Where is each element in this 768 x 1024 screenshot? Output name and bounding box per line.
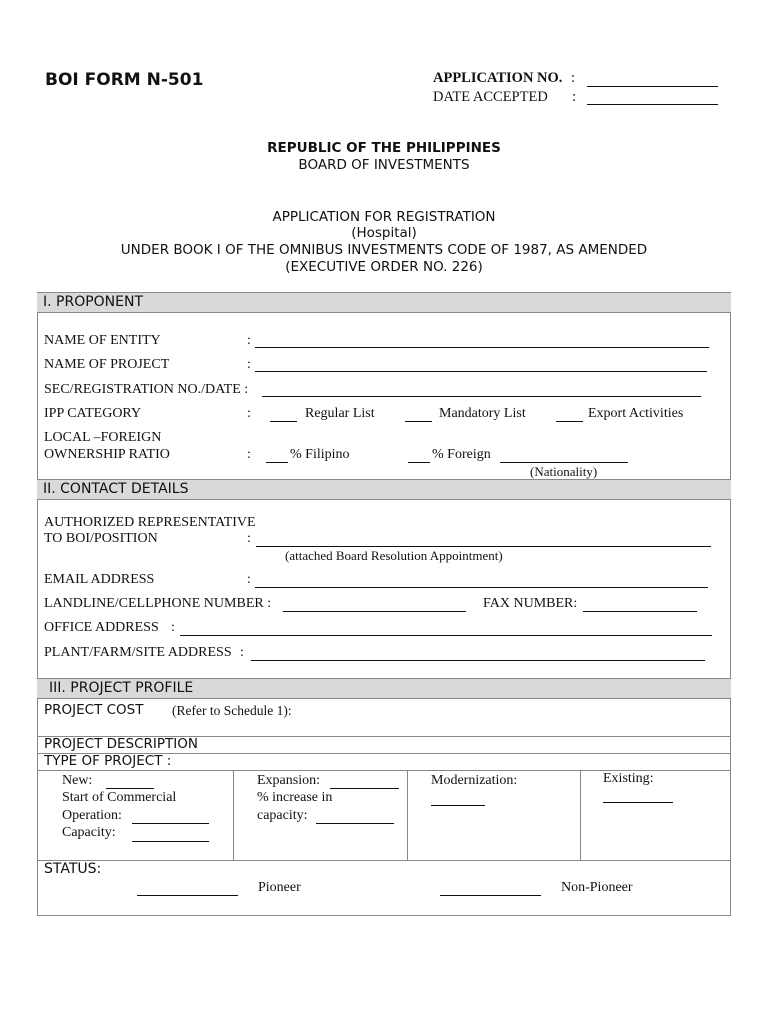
pct-filipino-label: % Filipino xyxy=(290,447,350,462)
fax-field[interactable] xyxy=(583,600,697,612)
regular-list-checkbox[interactable] xyxy=(270,410,297,422)
pioneer-label: Pioneer xyxy=(258,880,301,895)
authorized-rep-label: AUTHORIZED REPRESENTATIVE xyxy=(44,515,256,530)
ownership-ratio-label: OWNERSHIP RATIO xyxy=(44,447,170,462)
colon: : xyxy=(171,620,175,635)
operation-label: Operation: xyxy=(62,808,122,823)
colon: : xyxy=(247,531,251,546)
operation-field[interactable] xyxy=(132,812,209,824)
office-address-label: OFFICE ADDRESS xyxy=(44,620,159,635)
plant-address-field[interactable] xyxy=(251,649,705,661)
section-contact-heading: II. CONTACT DETAILS xyxy=(37,479,731,500)
nationality-field[interactable] xyxy=(500,451,628,463)
sec-registration-label: SEC/REGISTRATION NO./DATE : xyxy=(44,382,249,397)
application-title: APPLICATION FOR REGISTRATION xyxy=(272,209,496,225)
ipp-category-label: IPP CATEGORY xyxy=(44,406,142,421)
date-accepted-label: DATE ACCEPTED xyxy=(433,89,548,105)
refer-schedule-note: (Refer to Schedule 1): xyxy=(172,703,292,718)
local-foreign-label: LOCAL –FOREIGN xyxy=(44,430,162,445)
column-divider xyxy=(580,770,581,860)
capacity-lc-label: capacity: xyxy=(257,808,308,823)
colon: : xyxy=(240,645,244,660)
pct-foreign-field[interactable] xyxy=(408,451,430,463)
non-pioneer-label: Non-Pioneer xyxy=(561,880,633,895)
colon: : xyxy=(247,357,251,372)
colon: : xyxy=(247,333,251,348)
status-label: STATUS: xyxy=(44,861,102,877)
sec-registration-field[interactable] xyxy=(262,385,701,397)
hospital-subtitle: (Hospital) xyxy=(351,225,417,241)
start-of-commercial-label: Start of Commercial xyxy=(62,790,177,805)
modernization-field[interactable] xyxy=(431,794,485,806)
type-of-project-label: TYPE OF PROJECT : xyxy=(44,753,172,769)
name-of-entity-field[interactable] xyxy=(255,336,709,348)
mandatory-list-checkbox[interactable] xyxy=(405,410,432,422)
column-divider xyxy=(233,770,234,860)
section-profile-heading: III. PROJECT PROFILE xyxy=(37,678,731,699)
landline-field[interactable] xyxy=(283,600,466,612)
attached-board-note: (attached Board Resolution Appointment) xyxy=(285,548,503,563)
expansion-field[interactable] xyxy=(330,777,399,789)
pct-increase-field[interactable] xyxy=(316,812,394,824)
name-of-project-field[interactable] xyxy=(255,360,707,372)
divider xyxy=(37,860,731,861)
project-cost-label: PROJECT COST xyxy=(44,702,144,718)
email-field[interactable] xyxy=(255,576,708,588)
office-address-field[interactable] xyxy=(180,624,712,636)
email-label: EMAIL ADDRESS xyxy=(44,572,155,587)
new-label: New: xyxy=(62,773,93,788)
capacity-label: Capacity: xyxy=(62,825,116,840)
expansion-label: Expansion: xyxy=(257,773,320,788)
republic-title: REPUBLIC OF THE PHILIPPINES xyxy=(267,140,501,156)
existing-label: Existing: xyxy=(603,771,654,786)
capacity-field[interactable] xyxy=(132,830,209,842)
fax-label: FAX NUMBER: xyxy=(483,596,578,611)
colon: : xyxy=(247,447,251,462)
board-title: BOARD OF INVESTMENTS xyxy=(298,157,470,173)
existing-field[interactable] xyxy=(603,791,673,803)
pct-filipino-field[interactable] xyxy=(266,451,288,463)
name-of-project-label: NAME OF PROJECT xyxy=(44,357,170,372)
mandatory-list-label: Mandatory List xyxy=(439,406,526,421)
export-activities-checkbox[interactable] xyxy=(556,410,583,422)
name-of-entity-label: NAME OF ENTITY xyxy=(44,333,161,348)
column-divider xyxy=(407,770,408,860)
section-proponent-heading: I. PROPONENT xyxy=(37,292,731,313)
executive-order-subtitle: (EXECUTIVE ORDER NO. 226) xyxy=(285,259,483,275)
authorized-rep-field[interactable] xyxy=(256,535,711,547)
export-activities-label: Export Activities xyxy=(588,406,684,421)
project-description-label: PROJECT DESCRIPTION xyxy=(44,736,198,752)
pioneer-checkbox[interactable] xyxy=(137,884,238,896)
to-boi-label: TO BOI/POSITION xyxy=(44,531,158,546)
date-accepted-field[interactable] xyxy=(587,94,718,105)
application-no-field[interactable] xyxy=(587,76,718,87)
new-field[interactable] xyxy=(106,777,154,789)
application-no-sep: : xyxy=(571,70,576,86)
regular-list-label: Regular List xyxy=(305,406,375,421)
pct-foreign-label: % Foreign xyxy=(432,447,491,462)
under-book-subtitle: UNDER BOOK I OF THE OMNIBUS INVESTMENTS CODE OF 1987, AS AMENDED xyxy=(120,242,648,258)
form-code: BOI FORM N-501 xyxy=(45,70,204,90)
application-no-label: APPLICATION NO. xyxy=(433,70,563,86)
plant-address-label: PLANT/FARM/SITE ADDRESS xyxy=(44,645,232,660)
date-accepted-sep: : xyxy=(572,89,577,105)
non-pioneer-checkbox[interactable] xyxy=(440,884,541,896)
modernization-label: Modernization: xyxy=(431,773,518,788)
colon: : xyxy=(247,572,251,587)
colon: : xyxy=(247,406,251,421)
landline-label: LANDLINE/CELLPHONE NUMBER : xyxy=(44,596,272,611)
nationality-label: (Nationality) xyxy=(530,464,598,479)
pct-increase-label: % increase in xyxy=(257,790,333,805)
